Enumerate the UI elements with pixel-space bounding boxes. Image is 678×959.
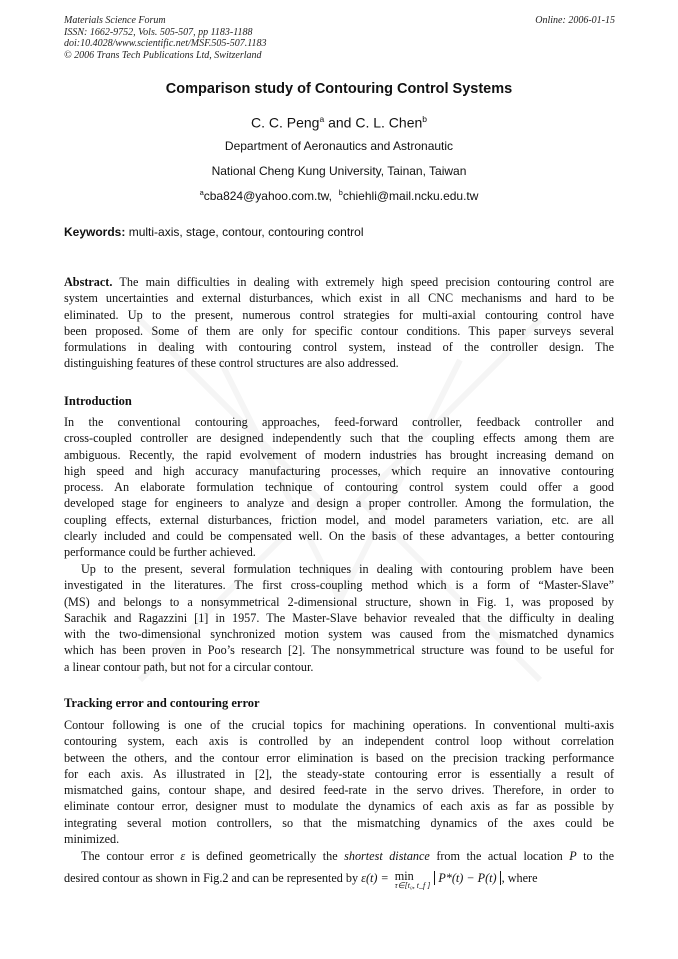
journal-issn: ISSN: 1662-9752, Vols. 505-507, pp 1183-1188 (64, 26, 253, 38)
text-line: mismatched gains, contour shape, and desired feed-rate in the servo drives. Therefore, in order to (64, 783, 614, 798)
text-run: The contour error (81, 849, 181, 863)
text-run: is defined geometrically the (185, 849, 345, 863)
text-line: In the conventional contouring approaches, feed-forward controller, feedback controller and (64, 415, 614, 429)
tracking-paragraph-1 (64, 717, 614, 847)
abstract-line: distinguishing features of these control structures are also addressed. (64, 356, 399, 371)
formula-norm (434, 871, 500, 885)
section-heading-introduction: Introduction (64, 394, 132, 408)
email-address: cba824@yahoo.com.tw, (203, 189, 332, 203)
abstract-line (64, 274, 614, 290)
author-superscript: a (319, 114, 325, 124)
email-superscript: b (338, 188, 343, 197)
text-line: performance could be further achieved. (64, 545, 256, 560)
abstract-label: Abstract. (64, 275, 113, 289)
formula-lhs: ε(t) = (361, 871, 392, 886)
text-line: minimized. (64, 832, 120, 847)
keywords-label: Keywords: (64, 225, 126, 239)
author-line (0, 114, 678, 131)
text-line: developed stage for engineers to analyze and design a proper controller. Among the formulation, the (64, 496, 614, 511)
journal-header (64, 15, 267, 61)
text-line: clearly included and could be compensated well. On the basis of these advantages, a better contouring (64, 529, 614, 544)
text-line: between the others, and the contour error elimination is based on the precision tracking performance (64, 750, 614, 765)
section-heading-tracking: Tracking error and contouring error (64, 696, 260, 710)
text-line (64, 848, 614, 864)
author-name: C. C. Peng (250, 114, 320, 131)
text-run: from the actual location (429, 849, 570, 863)
text-line: investigated in the literatures. The first cross-coupling method which is a form of “Master-Slave” (64, 578, 614, 593)
abstract (64, 274, 614, 372)
text-line: process. An elaborate formulation technique of contouring control system could offer a good (64, 480, 614, 495)
email-superscript: a (199, 188, 204, 197)
affiliation-emails (0, 188, 678, 203)
text-line: Up to the present, several formulation techniques in dealing with contouring problem have been (81, 562, 614, 576)
text-line: Contour following is one of the crucial topics for machining operations. In conventional multi-axis (64, 718, 614, 732)
contour-error-formula (361, 869, 501, 891)
epsilon-symbol: ε (180, 849, 186, 863)
point-symbol: P (569, 849, 577, 863)
paper-title: Comparison study of Contouring Control Systems (165, 81, 513, 97)
formula-min: min (394, 869, 414, 884)
email-address: chiehli@mail.ncku.edu.tw (342, 189, 479, 203)
text-line: high speed and high accuracy manufacturing processes, which require an innovative contouring (64, 463, 614, 478)
author-name: C. L. Chen (355, 114, 423, 131)
abstract-text: The main difficulties in dealing with extremely high speed precision contouring control are (112, 275, 614, 289)
journal-copyright: © 2006 Trans Tech Publications Ltd, Switzerland (64, 49, 262, 61)
text-line: integrating several motion controllers, so that the mismatching dynamics of the axes could be (64, 815, 614, 830)
online-date: Online: 2006-01-15 (535, 15, 615, 26)
text-run: to the (576, 849, 614, 863)
abstract-line: been proposed. Some of them are only for specific contour conditions. This paper surveys several (64, 323, 614, 338)
emphasis-text: shortest distance (344, 849, 430, 863)
text-line: eliminate contour error, designer must to modulate the dynamics of each axis as far as possible by (64, 799, 614, 814)
introduction-paragraph-2 (64, 561, 614, 675)
text-line: coupling effects, external disturbances, friction model, and model parameters variation, etc. are all (64, 512, 614, 527)
text-line: which has been proven in Poo’s research [2]. The nonsymmetrical structure was found to be useful for (64, 643, 614, 658)
journal-doi: doi:10.4028/www.scientific.net/MSF.505-507.1183 (64, 38, 267, 50)
text-line: with the two-dimensional synchronized motion system was caused from the mismatched dynamics (64, 627, 614, 642)
text-line: a linear contour path, but not for a circular contour. (64, 659, 314, 674)
text-run: desired contour as shown in Fig.2 and can be represented by (64, 871, 362, 886)
abstract-line: formulations in dealing with contouring control system, instead of the controller design. The (64, 340, 614, 355)
text-line: (MS) and belongs to a nonsymmetrical 2-dimensional structure, shown in Fig. 1, was proposed by (64, 594, 614, 609)
affiliation-university: National Cheng Kung University, Tainan, Taiwan (211, 164, 467, 178)
introduction-paragraph-1 (64, 414, 614, 561)
text-line: contouring system, each axis is controlled by an independent control loop without correlation (64, 734, 614, 749)
abstract-line: eliminated. Up to the present, numerous control strategies for multi-axial contouring control have (64, 307, 614, 322)
formula-subscript: τ∈[t₀, t_f ] (394, 881, 431, 891)
text-line: Sarachik and Ragazzini [1] in 1957. The Master-Slave behavior revealed that the difficulty in dealing (64, 610, 614, 625)
journal-name: Materials Science Forum (64, 15, 166, 26)
text-line (64, 870, 614, 890)
abstract-line: system uncertainties and external disturbances, which exist in all CNC mechanisms and hard to be (64, 291, 614, 306)
keywords-text: multi-axis, stage, contour, contouring control (128, 225, 364, 239)
text-run: , where (501, 871, 538, 886)
formula-norm-body: P*(t) − P(t) (438, 871, 497, 886)
keywords (64, 225, 364, 239)
text-line: cross-coupled controller are designed independently such that the coupling effects among them are (64, 431, 614, 446)
formula-min-operator (394, 869, 431, 891)
affiliation-department: Department of Aeronautics and Astronautic (224, 139, 454, 153)
author-conjunction: and (324, 114, 356, 131)
tracking-paragraph-2 (64, 848, 614, 890)
author-superscript: b (422, 114, 428, 124)
text-line: for each axis. As illustrated in [2], the steady-state contouring error is essentially a result of (64, 766, 614, 781)
text-line: ambiguous. Recently, the rapid evolvement of modern industries has brought increasing demand on (64, 447, 614, 462)
